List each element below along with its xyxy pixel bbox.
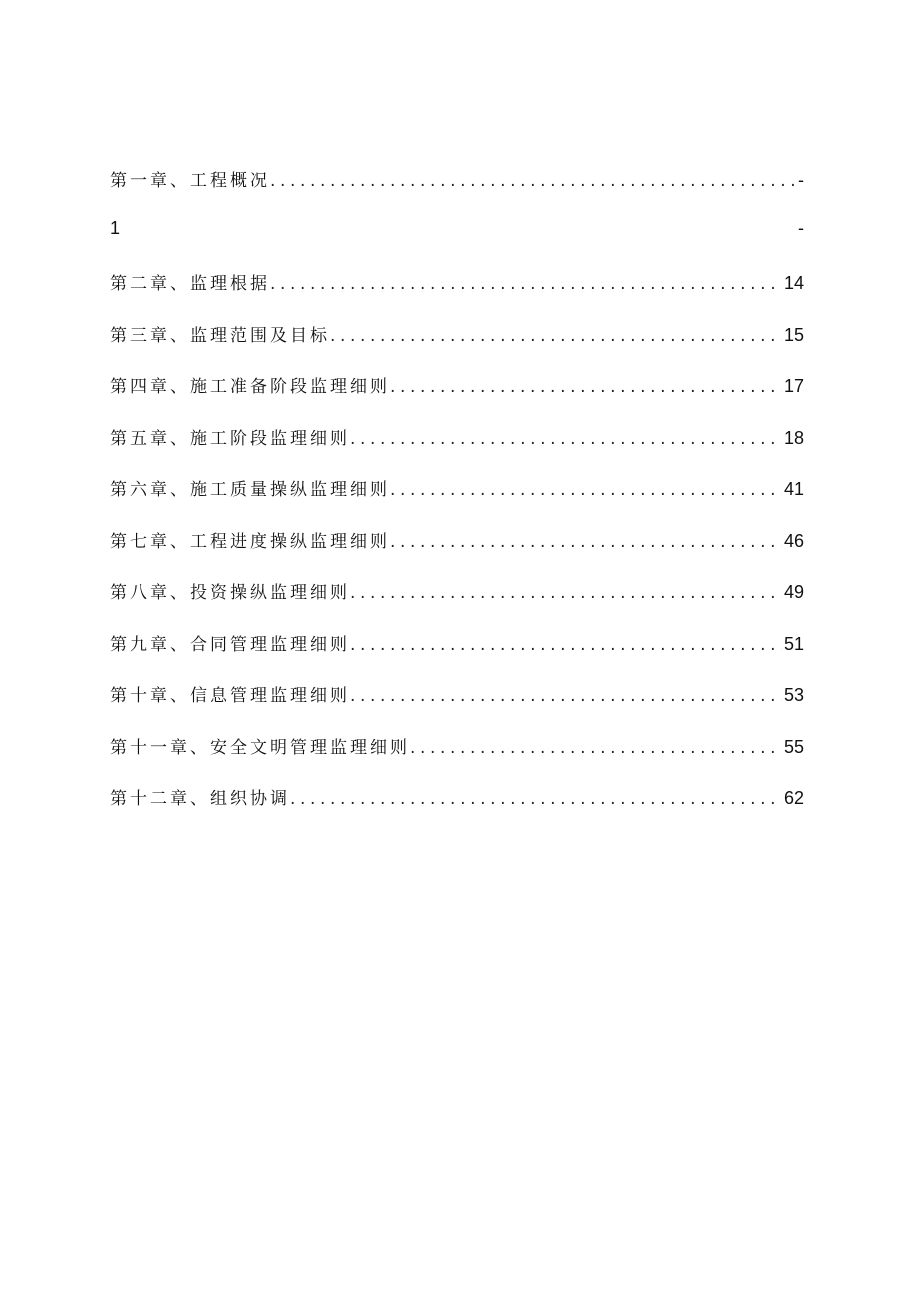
toc-dot-leader [390,377,782,397]
toc-entry-title: 第五章、施工阶段监理细则 [110,428,350,449]
toc-entry-title: 第三章、监理范围及目标 [110,325,330,346]
toc-entry-page: 53 [783,685,804,705]
toc-entry-chapter-2[interactable] [110,269,804,321]
toc-entry-page: 51 [783,633,804,654]
toc-dot-leader [290,789,782,809]
toc-dot-leader [270,171,796,191]
toc-entry-title: 第八章、投资操纵监理细则 [110,583,350,603]
toc-entry-page: 46 [783,530,804,551]
toc-entry-page: 55 [783,736,804,757]
toc-entry-page: 18 [783,427,804,448]
toc-dot-leader [390,480,782,500]
toc-entry-chapter-11[interactable] [110,733,804,785]
toc-dot-leader [350,429,782,449]
toc-entry-chapter-1[interactable] [110,166,804,218]
toc-entry-chapter-3[interactable] [110,321,804,373]
toc-entry-chapter-6[interactable] [110,475,804,527]
toc-dot-leader [350,635,782,655]
toc-entry-page: 17 [783,376,804,396]
toc-entry-chapter-7[interactable] [110,527,804,579]
toc-entry-chapter-5[interactable] [110,424,804,476]
toc-entry-page: 41 [783,479,804,499]
toc-dot-leader [390,532,782,552]
toc-entry-page: 62 [783,788,804,808]
toc-entry-title: 第十一章、安全文明管理监理细则 [110,737,410,758]
toc-dot-leader [350,686,782,706]
toc-entry-chapter-9[interactable] [110,630,804,682]
toc-entry-chapter-1-continuation [110,218,804,270]
toc-entry-page-dash: - [798,217,804,238]
toc-entry-title: 第七章、工程进度操纵监理细则 [110,531,390,552]
toc-entry-title: 第十章、信息管理监理细则 [110,686,350,706]
toc-entry-title: 第二章、监理根据 [110,274,270,294]
toc-entry-page: 14 [783,273,804,293]
toc-entry-chapter-4[interactable] [110,372,804,424]
toc-entry-page: 49 [783,582,804,602]
toc-dot-leader [330,326,782,346]
toc-dot-leader [410,738,782,758]
toc-entry-page: - [798,170,804,190]
toc-entry-title: 第九章、合同管理监理细则 [110,634,350,655]
toc-dot-leader [350,583,782,603]
toc-entry-title: 第十二章、组织协调 [110,789,290,809]
toc-entry-title: 第一章、工程概况 [110,171,270,191]
toc-entry-chapter-10[interactable] [110,681,804,733]
toc-entry-title: 第六章、施工质量操纵监理细则 [110,480,390,500]
toc-entry-page: 15 [783,324,804,345]
toc-dot-leader [270,274,782,294]
toc-entry-title: 第四章、施工准备阶段监理细则 [110,377,390,397]
toc-entry-page-continuation: 1 [110,217,121,238]
toc-entry-chapter-12[interactable] [110,784,804,836]
table-of-contents [110,166,804,836]
toc-entry-chapter-8[interactable] [110,578,804,630]
